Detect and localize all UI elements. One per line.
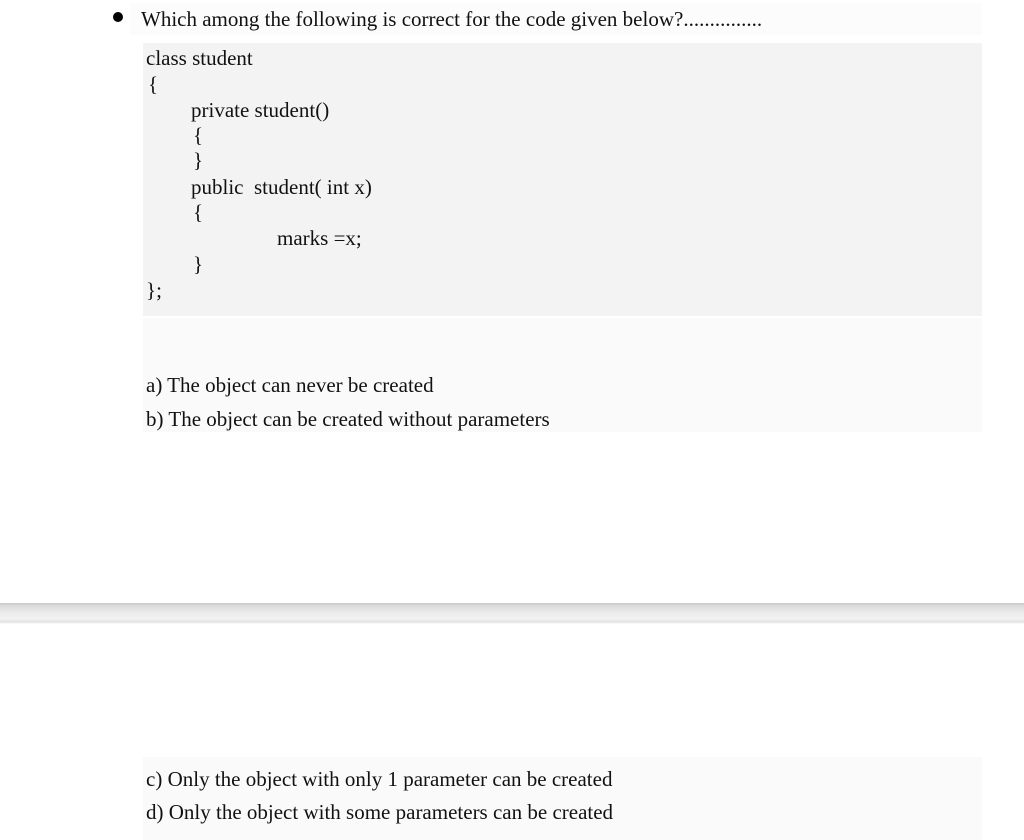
code-line: marks =x; — [277, 226, 362, 250]
code-line: private student() — [191, 98, 330, 122]
code-line: public student( int x) — [191, 175, 372, 199]
code-line: } — [193, 252, 204, 276]
option-b: b) The object can be created without parameters — [146, 407, 550, 431]
option-d: d) Only the object with some parameters can be created — [146, 800, 614, 824]
question-text: Which among the following is correct for the code given below?............... — [141, 7, 763, 31]
code-line: } — [193, 148, 204, 172]
code-line: { — [193, 200, 204, 224]
option-c: c) Only the object with only 1 parameter can be created — [146, 767, 613, 791]
option-a: a) The object can never be created — [146, 373, 434, 397]
code-line: { — [193, 123, 204, 147]
bullet-icon — [113, 12, 123, 22]
code-line: class student — [146, 46, 253, 70]
code-line: }; — [146, 278, 162, 302]
page-separator — [0, 603, 1024, 624]
code-line: { — [148, 72, 159, 96]
